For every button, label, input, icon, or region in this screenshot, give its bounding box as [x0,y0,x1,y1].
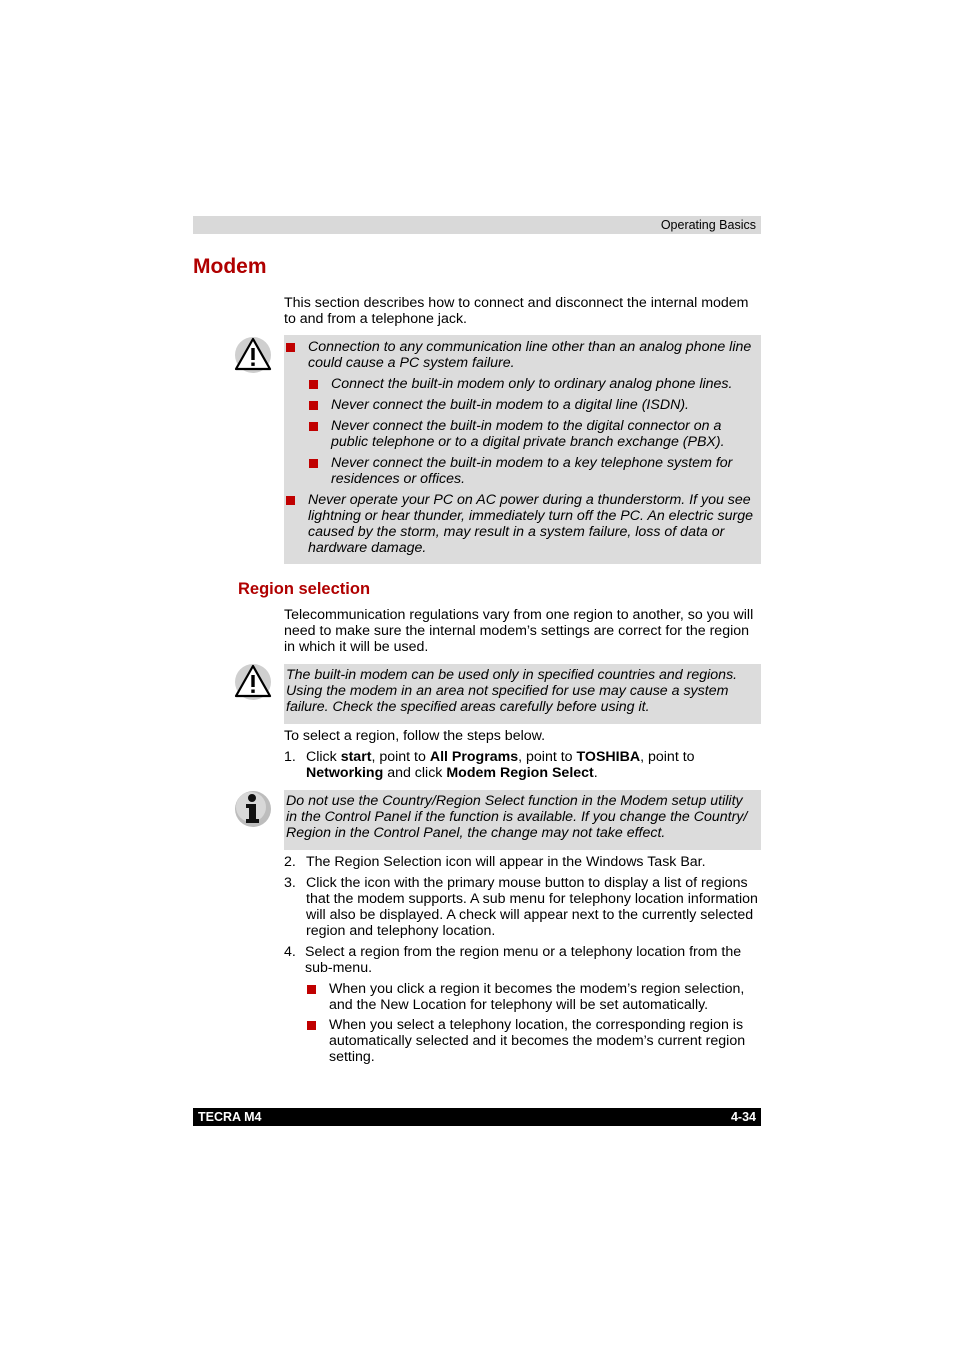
step-text: Select a region from the region menu or a telephony location from the sub-menu. [305,944,742,976]
caution-item: Never operate your PC on AC power during a thunderstorm. If you see lightning or hear thunder, immediately turn off the PC. An electric surge caused by the storm, may result in a system failure, loss of data or hardware damage. [308,492,754,556]
caution-subitem: Never connect the built-in modem to a key telephone system for residences or offices. [331,455,733,487]
step-4-bullet: When you click a region it becomes the modem’s region selection, and the New Location for telephony will be set automatically. [329,981,745,1013]
start-menu-label: start [340,749,372,765]
caution-subitem: Never connect the built-in modem to the digital connector on a public telephone or to a digital private branch exchange (PBX). [331,418,725,450]
header-section-title: Operating Basics [660,218,756,232]
caution-triangle-icon [234,663,272,701]
all-programs-label: All Programs [429,749,519,765]
step-4 [284,944,762,978]
bullet-marker [307,985,316,994]
bullet-marker [286,496,295,505]
section-heading-region-selection: Region selection [238,580,371,598]
caution-box-modem [284,335,761,564]
bullet-marker [309,422,318,431]
page-title: Modem [193,255,267,278]
caution-text: The built-in modem can be used only in specified countries and regions. Using the modem in an area not specified for use may cause a system failure. Check the specified areas carefully before using it. [286,667,738,715]
step-4-bullet: When you select a telephony location, the corresponding region is automatically selected and it becomes the modem’s current region setting. [329,1017,746,1065]
bullet-marker [307,1021,316,1030]
caution-box-region [284,664,761,724]
step-text: The Region Selection icon will appear in the Windows Task Bar. [306,854,706,870]
step-1 [284,749,762,783]
step-number: 4. [284,944,296,960]
region-intro-paragraph: Telecommunication regulations vary from one region to another, so you will need to make sure the internal modem’s settings are correct for the region in which it will be used. [284,607,754,655]
info-note-box [284,790,761,850]
footer-model: TECRA M4 [198,1110,262,1124]
bullet-marker [309,401,318,410]
footer-page-number: 4-34 [730,1110,756,1124]
step-3 [284,875,762,939]
step-text: Click start, point to All Programs, point to TOSHIBA, point to Networking and click Modem Region Select. [306,749,695,781]
page-footer [193,1108,761,1126]
step-number: 1. [284,749,296,765]
bullet-marker [286,343,295,352]
caution-item: Connection to any communication line other than an analog phone line could cause a PC system failure. [308,339,752,371]
bullet-marker [309,380,318,389]
step-text: Click the icon with the primary mouse button to display a list of regions that the modem supports. A sub menu for telephony location information will also be displayed. A check will appear next to the currently selected region and telephony location. [306,875,758,939]
intro-paragraph: This section describes how to connect and disconnect the internal modem to and from a telephone jack. [284,295,749,327]
networking-label: Networking [306,765,384,781]
running-header [193,216,761,234]
toshiba-label: TOSHIBA [576,749,641,765]
info-note-text: Do not use the Country/Region Select function in the Modem setup utility in the Control Panel if the function is available. If you change the Country/ Region in the Control Panel, the change may not take effect. [286,793,748,841]
step-number: 3. [284,875,296,891]
caution-triangle-icon [234,336,272,374]
modem-region-select-label: Modem Region Select [446,765,594,781]
step-number: 2. [284,854,296,870]
steps-intro: To select a region, follow the steps below. [284,728,546,744]
info-icon [234,790,272,828]
step-2 [284,854,762,870]
caution-subitem: Connect the built-in modem only to ordinary analog phone lines. [331,376,733,392]
bullet-marker [309,459,318,468]
caution-subitem: Never connect the built-in modem to a digital line (ISDN). [331,397,689,413]
